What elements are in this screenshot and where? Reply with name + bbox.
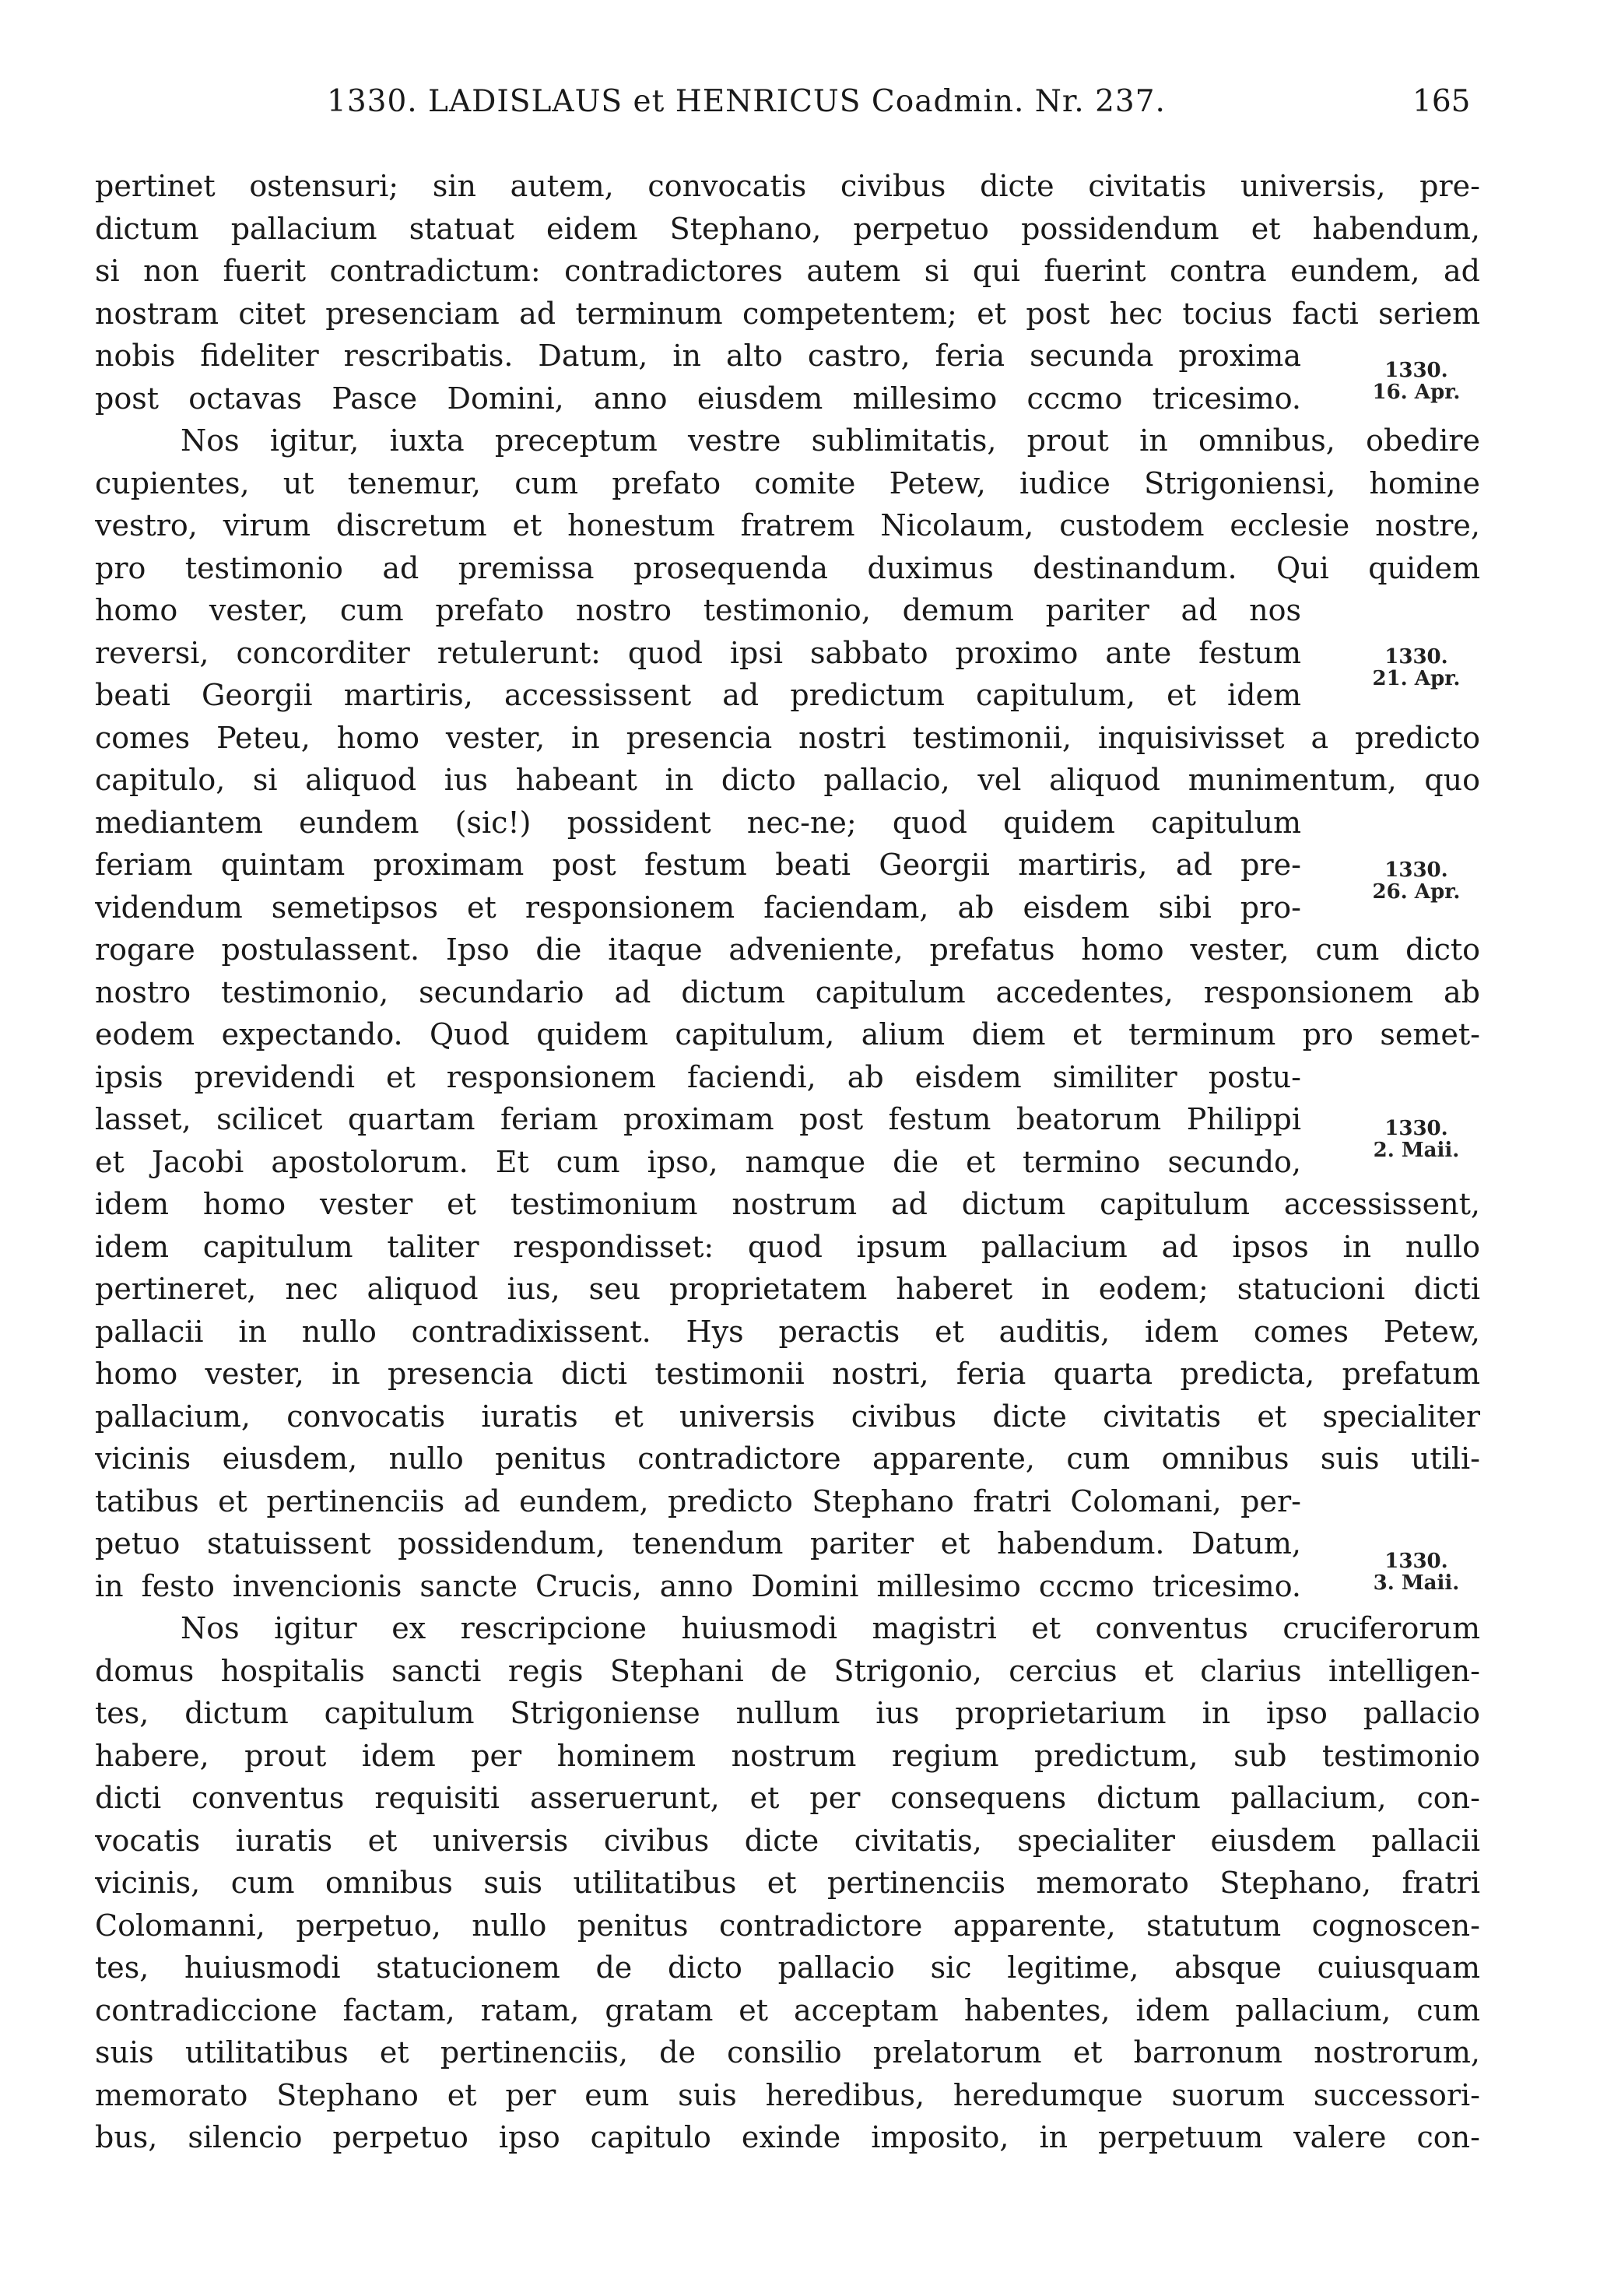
text-line: Nos igitur, iuxta preceptum vestre sublimitatis, prout in omnibus, obedire (181, 423, 1480, 458)
text-line: feriam quintam proximam post festum beati Georgii martiris, ad pre- (95, 848, 1301, 882)
text-line: habere, prout idem per hominem nostrum regium predictum, sub testimonio (95, 1738, 1480, 1773)
text-line: ipsis previdendi et responsionem faciendi, ab eisdem similiter postu- (95, 1059, 1301, 1094)
text-line: tes, dictum capitulum Strigoniense nullum ius proprietarium in ipso pallacio (95, 1696, 1480, 1730)
text-line: mediantem eundem (sic!) possident nec-ne; quod quidem capitulum (95, 805, 1301, 840)
text-line: dictum pallacium statuat eidem Stephano, perpetuo possidendum et habendum, (95, 211, 1480, 246)
text-line: pallacium, convocatis iuratis et universis civibus dicte civitatis et specialiter (95, 1399, 1480, 1434)
text-line: in festo invencionis sancte Crucis, anno Domini millesimo cccmo tricesimo. (95, 1568, 1301, 1603)
text-line: pertineret, nec aliquod ius, seu proprietatem haberet in eodem; statucioni dicti (95, 1272, 1480, 1306)
text-line: nobis fideliter rescribatis. Datum, in alto castro, feria secunda proxima (95, 339, 1301, 373)
body-text (95, 165, 1480, 2159)
text-line: nostram citet presenciam ad terminum competentem; et post hec tocius facti seriem (95, 296, 1480, 331)
text-line: dicti conventus requisiti asseruerunt, et per consequens dictum pallacium, con- (95, 1781, 1480, 1815)
margin-day: 16. Apr. (1372, 381, 1461, 404)
text-line: comes Peteu, homo vester, in presencia nostri testimonii, inquisivisset a predicto (95, 720, 1480, 755)
running-header (0, 84, 1607, 131)
text-line: pertinet ostensuri; sin autem, convocatis civibus dicte civitatis universis, pre- (95, 169, 1480, 203)
margin-year: 1330. (1384, 1117, 1448, 1140)
text-line: contradiccione factam, ratam, gratam et acceptam habentes, idem pallacium, cum (95, 1992, 1480, 2027)
text-line: petuo statuissent possidendum, tenendum pariter et habendum. Datum, (95, 1526, 1301, 1561)
text-line: rogare postulassent. Ipso die itaque adveniente, prefatus homo vester, cum dicto (95, 932, 1480, 967)
text-line: post octavas Pasce Domini, anno eiusdem millesimo cccmo tricesimo. (95, 381, 1301, 416)
text-line: nostro testimonio, secundario ad dictum capitulum accedentes, responsionem ab (95, 974, 1480, 1009)
margin-date-note (1346, 859, 1486, 903)
margin-date-note (1346, 646, 1486, 690)
text-line: pro testimonio ad premissa prosequenda duximus destinandum. Qui quidem (95, 550, 1480, 585)
text-line: videndum semetipsos et responsionem faciendam, ab eisdem sibi pro- (95, 890, 1301, 925)
text-line: Nos igitur ex rescripcione huiusmodi magistri et conventus cruciferorum (181, 1611, 1480, 1645)
margin-day: 21. Apr. (1372, 667, 1461, 690)
margin-year: 1330. (1384, 858, 1448, 882)
text-line: tatibus et pertinenciis ad eundem, predicto Stephano fratri Colomani, per- (95, 1483, 1301, 1518)
margin-year: 1330. (1384, 1550, 1448, 1573)
text-line: vicinis, cum omnibus suis utilitatibus et pertinenciis memorato Stephano, fratri (95, 1866, 1480, 1900)
text-line: idem homo vester et testimonium nostrum ad dictum capitulum accessissent, (95, 1187, 1480, 1221)
text-line: Colomanni, perpetuo, nullo penitus contradictore apparente, statutum cognoscen- (95, 1908, 1480, 1943)
text-line: tes, huiusmodi statucionem de dicto pallacio sic legitime, absque cuiusquam (95, 1950, 1480, 1985)
text-line: reversi, concorditer retulerunt: quod ipsi sabbato proximo ante festum (95, 635, 1301, 670)
margin-day: 3. Maii. (1373, 1571, 1460, 1595)
margin-date-note (1346, 1118, 1486, 1161)
text-line: lasset, scilicet quartam feriam proximam post festum beatorum Philippi (95, 1102, 1301, 1136)
margin-year: 1330. (1384, 359, 1448, 382)
text-line: vestro, virum discretum et honestum fratrem Nicolaum, custodem ecclesie nostre, (95, 508, 1480, 542)
text-line: vocatis iuratis et universis civibus dicte civitatis, specialiter eiusdem pallacii (95, 1823, 1480, 1858)
text-line: vicinis eiusdem, nullo penitus contradictore apparente, cum omnibus suis utili- (95, 1441, 1480, 1476)
text-line: idem capitulum taliter respondisset: quod ipsum pallacium ad ipsos in nullo (95, 1229, 1480, 1264)
text-line: capitulo, si aliquod ius habeant in dicto pallacio, vel aliquod munimentum, quo (95, 763, 1480, 797)
text-line: homo vester, cum prefato nostro testimonio, demum pariter ad nos (95, 593, 1301, 627)
text-line: cupientes, ut tenemur, cum prefato comite Petew, iudice Strigoniensi, homine (95, 465, 1480, 500)
header-title: 1330. LADISLAUS et HENRICUS Coadmin. Nr. 237. (327, 84, 1166, 119)
text-line: memorato Stephano et per eum suis heredibus, heredumque suorum successori- (95, 2077, 1480, 2112)
text-line: suis utilitatibus et pertinenciis, de consilio prelatorum et barronum nostrorum, (95, 2035, 1480, 2070)
text-line: domus hospitalis sancti regis Stephani de Strigonio, cercius et clarius intelligen- (95, 1653, 1480, 1688)
margin-day: 26. Apr. (1372, 880, 1461, 904)
text-line: bus, silencio perpetuo ipso capitulo exinde imposito, in perpetuum valere con- (95, 2120, 1480, 2154)
text-line: beati Georgii martiris, accessissent ad predictum capitulum, et idem (95, 678, 1301, 712)
text-line: eodem expectando. Quod quidem capitulum, alium diem et terminum pro semet- (95, 1017, 1480, 1051)
text-line: pallacii in nullo contradixissent. Hys peractis et auditis, idem comes Petew, (95, 1314, 1480, 1349)
text-line: homo vester, in presencia dicti testimonii nostri, feria quarta predicta, prefatum (95, 1357, 1480, 1391)
margin-year: 1330. (1384, 645, 1448, 669)
text-line: si non fuerit contradictum: contradictores autem si qui fuerint contra eundem, ad (95, 254, 1480, 288)
margin-date-note (1346, 1550, 1486, 1594)
margin-day: 2. Maii. (1373, 1139, 1460, 1162)
text-line: et Jacobi apostolorum. Et cum ipso, namque die et termino secundo, (95, 1144, 1301, 1179)
page-number: 165 (1412, 84, 1471, 119)
margin-date-note (1346, 360, 1486, 403)
